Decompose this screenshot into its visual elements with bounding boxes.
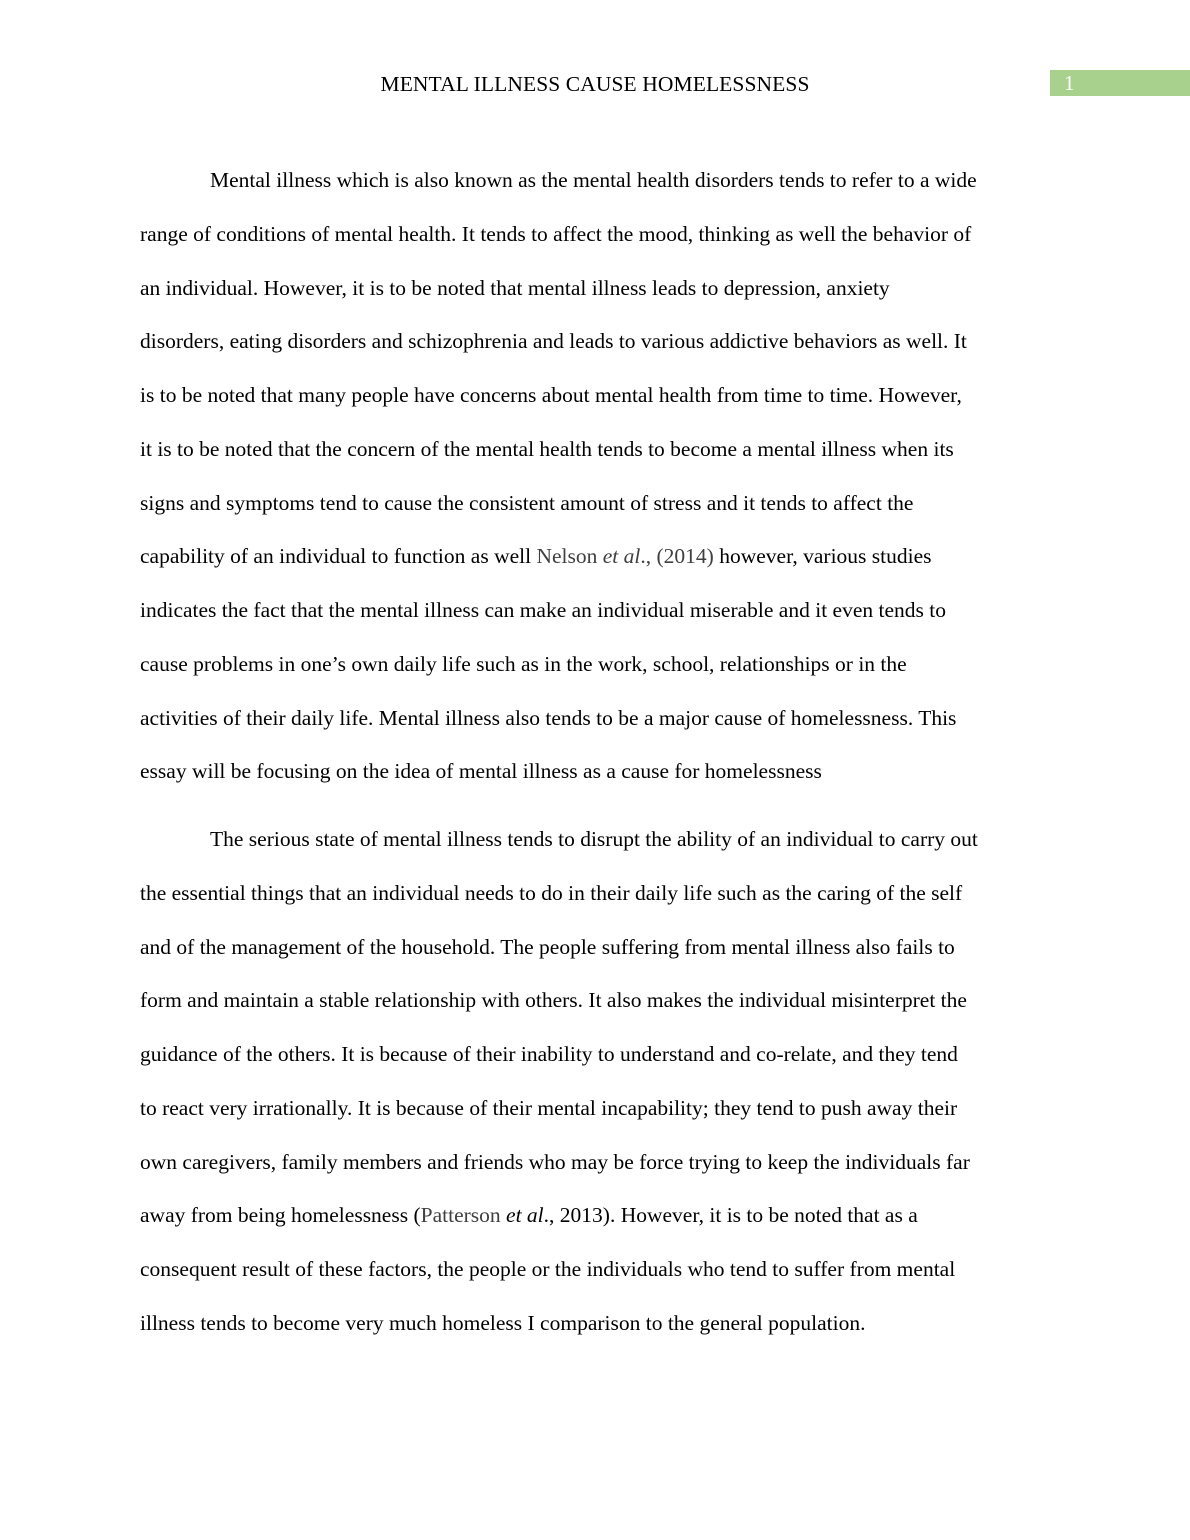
text-line: disorders, eating disorders and schizophrenia and leads to various addictive behaviors as well. It <box>140 329 967 354</box>
text-line: consequent result of these factors, the people or the individuals who tend to suffer from mental <box>140 1257 956 1281</box>
text-segment: away from being homelessness ( <box>140 1203 421 1228</box>
text-line-citation <box>140 1189 1044 1243</box>
text-line: the essential things that an individual needs to do in their daily life such as the caring of the self <box>140 880 963 905</box>
text-line: cause problems in one’s own daily life such as in the work, school, relationships or in the <box>140 651 907 676</box>
text-line: own caregivers, family members and friends who may be force trying to keep the individuals far <box>140 1149 970 1174</box>
text-segment: ). However, it is to be noted that as a <box>602 1203 918 1228</box>
citation-etal: et al <box>602 544 641 569</box>
page-number-box <box>1050 70 1190 96</box>
citation-etal: et al <box>506 1203 544 1228</box>
text-line: it is to be noted that the concern of the mental health tends to become a mental illness when its <box>140 436 954 461</box>
text-line: and of the management of the household. The people suffering from mental illness also fails to <box>140 934 955 959</box>
text-line: is to be noted that many people have concerns about mental health from time to time. However, <box>140 383 962 407</box>
page-number: 1 <box>1064 71 1075 95</box>
citation-author: Nelson <box>536 544 603 569</box>
text-line: essay will be focusing on the idea of mental illness as a cause for homelessness <box>140 759 822 784</box>
running-head: MENTAL ILLNESS CAUSE HOMELESSNESS <box>380 72 810 96</box>
text-line: to react very irrationally. It is because of their mental incapability; they tend to push away their <box>140 1095 958 1120</box>
text-line-citation <box>140 530 1044 584</box>
text-line: an individual. However, it is to be noted that mental illness leads to depression, anxiety <box>140 275 890 300</box>
text-line: signs and symptoms tend to cause the consistent amount of stress and it tends to affect the <box>140 490 914 515</box>
paragraph-1 <box>140 154 1044 799</box>
text-line: form and maintain a stable relationship with others. It also makes the individual misinterpret the <box>140 988 967 1013</box>
text-line: indicates the fact that the mental illness can make an individual miserable and it even tends to <box>140 598 946 622</box>
text-line: Mental illness which is also known as the mental health disorders tends to refer to a wide <box>210 168 977 192</box>
citation-year: ., 2013 <box>543 1203 603 1228</box>
text-line: guidance of the others. It is because of their inability to understand and co-relate, and they tend <box>140 1042 958 1066</box>
document-body <box>140 154 1044 1351</box>
text-segment: however, various studies <box>713 544 932 569</box>
page-header <box>0 70 1190 98</box>
text-line: illness tends to become very much homeless I comparison to the general population. <box>140 1310 866 1335</box>
text-line: range of conditions of mental health. It tends to affect the mood, thinking as well the behavior of <box>140 221 972 246</box>
citation-year: ., (2014) <box>640 544 714 569</box>
citation-author: Patterson <box>420 1203 507 1228</box>
text-line: activities of their daily life. Mental illness also tends to be a major cause of homelessness. This <box>140 705 957 730</box>
text-line: The serious state of mental illness tends to disrupt the ability of an individual to carry out <box>210 827 978 851</box>
text-segment: capability of an individual to function as well <box>140 544 537 569</box>
paragraph-2 <box>140 813 1044 1351</box>
